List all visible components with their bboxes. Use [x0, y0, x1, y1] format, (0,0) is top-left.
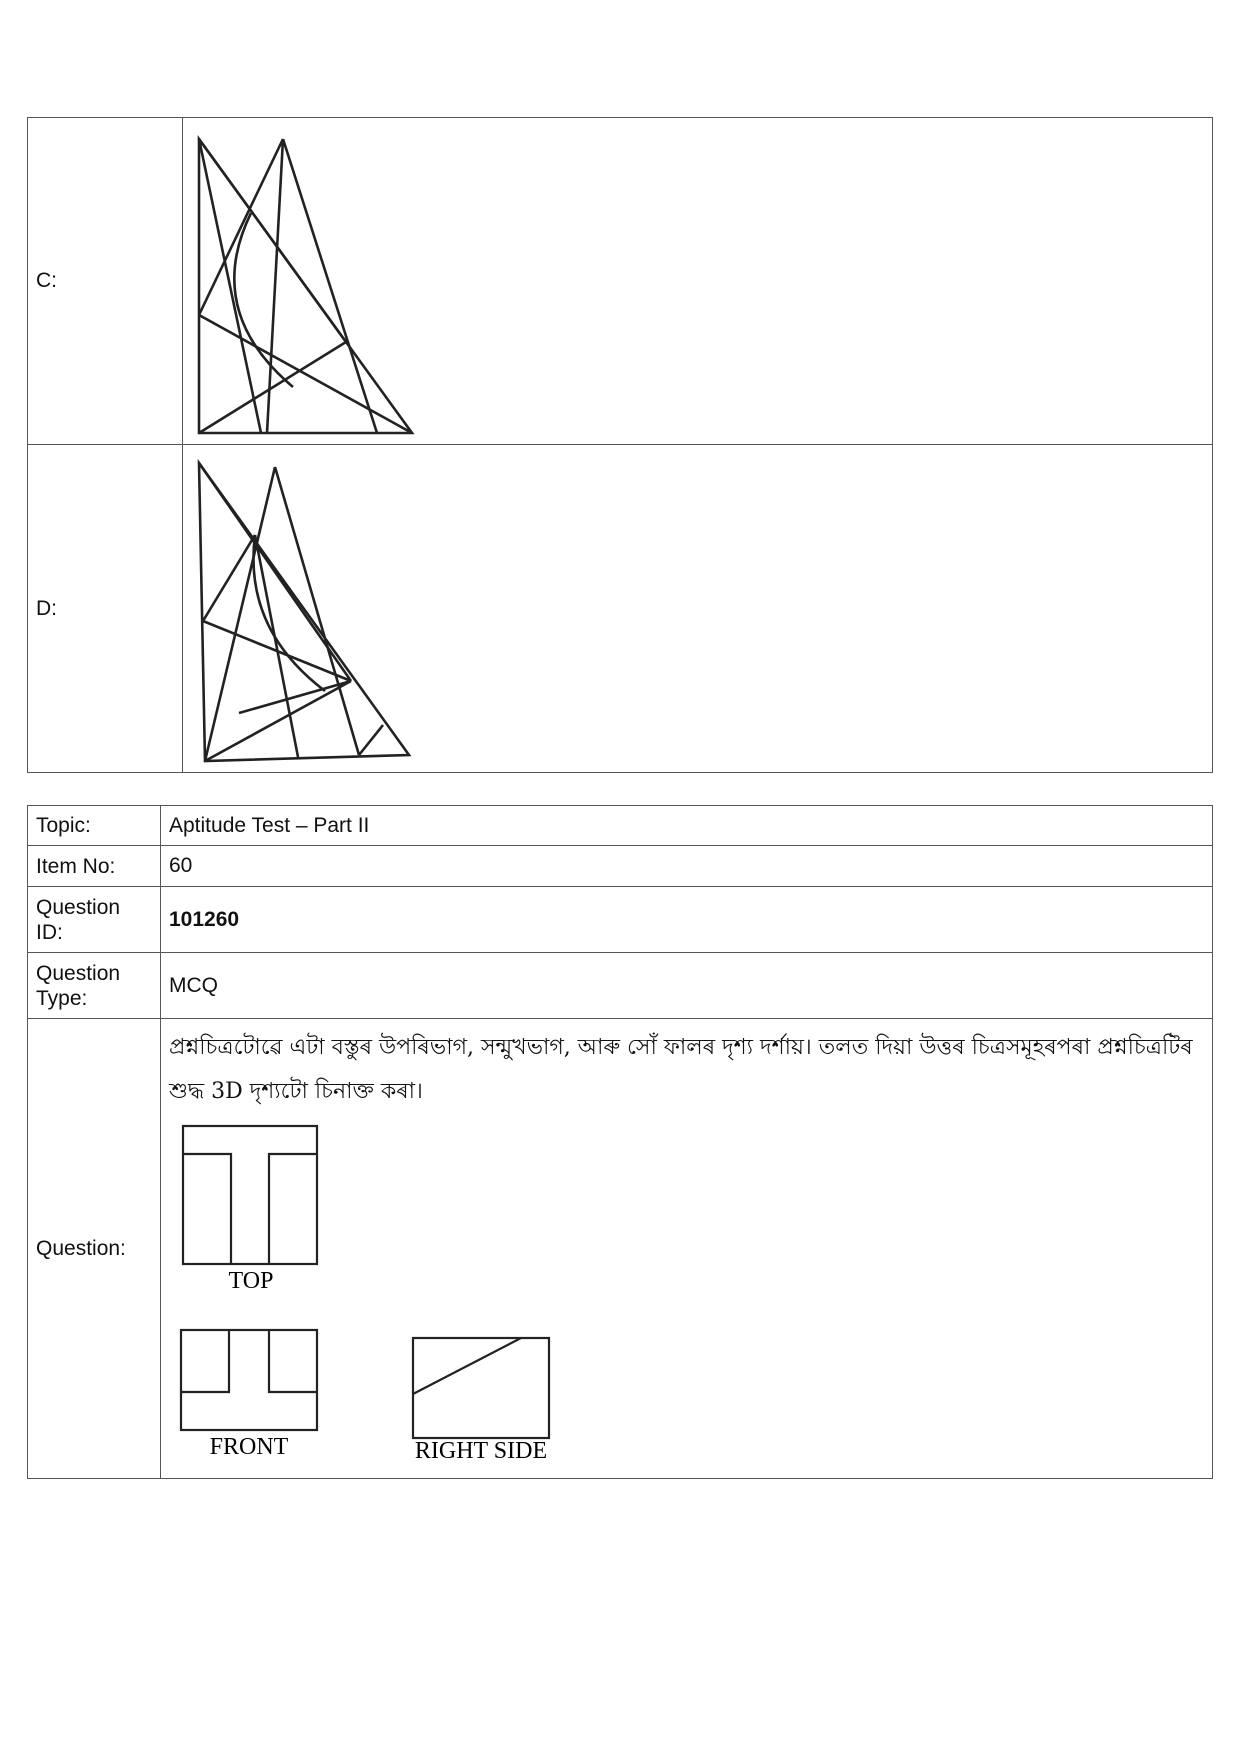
- topic-value: Aptitude Test – Part II: [161, 806, 1213, 846]
- option-row-c: [28, 118, 1213, 445]
- question-row: [28, 1019, 1213, 1479]
- topic-label: Topic:: [28, 806, 161, 846]
- orthographic-views-figure: [169, 1114, 589, 1469]
- topic-row: [28, 806, 1213, 846]
- right-side-view-icon: [413, 1338, 549, 1438]
- options-table: [27, 117, 1213, 773]
- option-c-triangle-figure: [183, 121, 443, 441]
- option-label: D:: [28, 445, 183, 773]
- question-text: প্রশ্নচিত্রটোৱে এটা বস্তুৰ উপৰিভাগ, সন্মুখভাগ, আৰু সোঁ ফালৰ দৃশ্য দৰ্শায়। তলত দিয়া উত্তৰ চিত্ৰসমূহৰপৰা প্রশ্নচিত্ৰটিৰ শুদ্ধ 3D দৃশ্যটো চিনাক্ত কৰা।: [169, 1035, 1193, 1104]
- question-content: [161, 1019, 1213, 1479]
- question-meta-table: [27, 805, 1213, 1479]
- item-no-label: Item No:: [28, 846, 161, 887]
- top-view-label: TOP: [228, 1268, 274, 1294]
- front-view-icon: [181, 1330, 317, 1430]
- option-figure: [183, 118, 1213, 445]
- item-no-value: 60: [161, 846, 1213, 887]
- question-id-label: Question ID:: [28, 887, 161, 953]
- question-type-value: MCQ: [161, 953, 1213, 1019]
- front-view-label: FRONT: [209, 1434, 289, 1460]
- question-id-value: 101260: [161, 887, 1213, 953]
- question-type-row: [28, 953, 1213, 1019]
- option-figure: [183, 445, 1213, 773]
- top-view-icon: [183, 1126, 317, 1264]
- option-d-triangle-figure: [183, 449, 443, 769]
- question-id-row: [28, 887, 1213, 953]
- option-label: C:: [28, 118, 183, 445]
- right-side-view-label: RIGHT SIDE: [414, 1438, 548, 1464]
- question-label: Question:: [28, 1019, 161, 1479]
- option-row-d: [28, 445, 1213, 773]
- question-type-label: Question Type:: [28, 953, 161, 1019]
- item-row: [28, 846, 1213, 887]
